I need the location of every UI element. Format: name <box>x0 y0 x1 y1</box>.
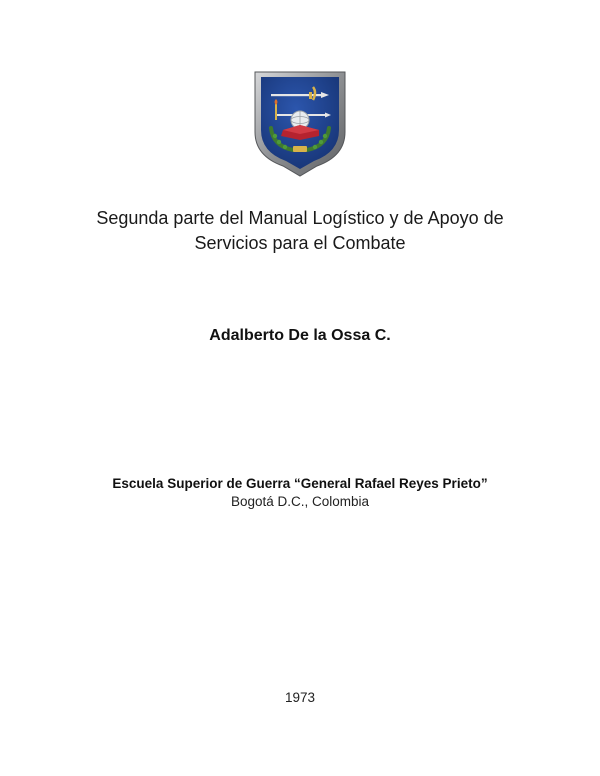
title-line-2: Servicios para el Combate <box>194 233 406 253</box>
author-name: Adalberto De la Ossa C. <box>209 327 391 344</box>
publication-year: 1973 <box>284 690 316 705</box>
institution-name: Escuela Superior de Guerra “General Rafael Reyes Prieto” <box>112 476 488 491</box>
document-title <box>40 206 560 256</box>
military-school-shield-icon <box>253 70 347 178</box>
publication-city: Bogotá D.C., Colombia <box>230 494 370 509</box>
title-line-1: Segunda parte del Manual Logístico y de Apoyo de <box>96 208 504 228</box>
